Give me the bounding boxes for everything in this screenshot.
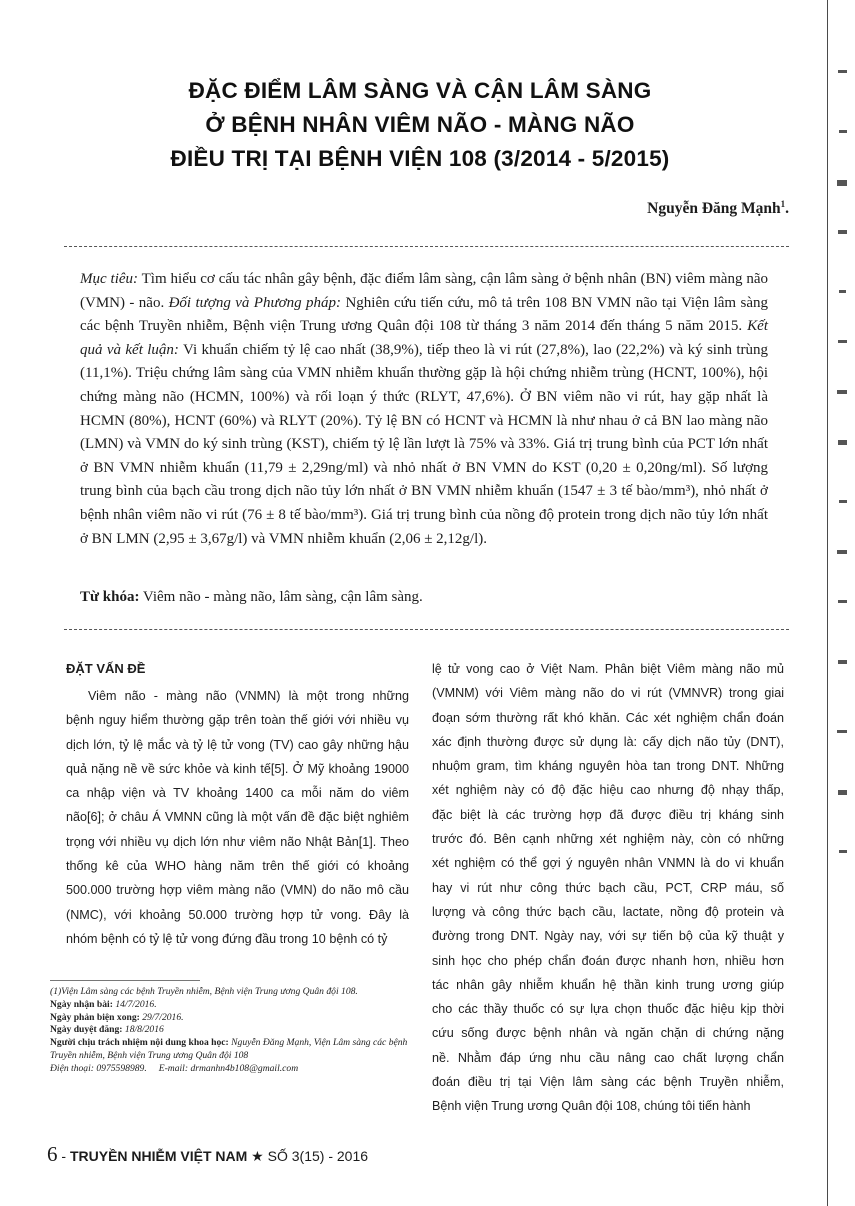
footnote-corresponding (50, 1037, 410, 1063)
author-byline (647, 199, 789, 218)
body-line: (NMC), với khoảng 50.000 trường hợp tử vong. Đây là (66, 907, 409, 922)
keywords-label: Từ khóa: (80, 589, 140, 605)
body-line: bệnh nguy hiểm thường gặp trên toàn thế giới với nhiều vụ (66, 713, 409, 728)
body-line: 500.000 trường hợp viêm màng não (VMN) do não mô cầu (66, 883, 409, 898)
footnote-affiliation: (1)Viện Lâm sàng các bệnh Truyền nhiễm, Bệnh viện Trung ương Quân đội 108. (50, 986, 358, 997)
body-line: Bệnh viện Trung ương Quân đội 108, chúng tôi tiến hành (432, 1099, 751, 1114)
body-line: xác định thường được sử dụng là: cấy dịch não tủy (DNT), (432, 734, 784, 749)
body-line: trọng với nhiều vụ dịch lớn như viêm não Nhật Bản[1]. Theo (66, 834, 409, 849)
objective-label: Mục tiêu: (80, 271, 139, 287)
body-column-left (66, 684, 409, 951)
footnote-received (50, 999, 410, 1012)
corresponding-label: Người chịu trách nhiệm nội dung khoa học: (50, 1037, 229, 1049)
keywords-text: Viêm não - màng não, lâm sàng, cận lâm sàng. (139, 589, 423, 605)
body-line: hay vi rút như công thức bạch cầu, PCT, CRP máu, số (432, 880, 784, 895)
keywords (80, 586, 768, 609)
title-line-3: ĐIỀU TRỊ TẠI BỆNH VIỆN 108 (3/2014 - 5/2015) (170, 146, 670, 171)
title-line-1: ĐẶC ĐIỂM LÂM SÀNG VÀ CẬN LÂM SÀNG (188, 78, 652, 103)
page-number: 6 (47, 1142, 58, 1166)
abstract (80, 268, 768, 551)
reviewed-label: Ngày phản biện xong: (50, 1011, 140, 1023)
footer-separator: - (57, 1148, 70, 1164)
body-line: cứu sống được bệnh nhân và ngăn chặn di chứng nặng (432, 1026, 784, 1041)
body-line: xét nghiệm này có độ đặc hiệu cao nhưng độ nhạy thấp, (432, 783, 784, 798)
body-line: đường trong DNT. Ngày nay, với sự tiến bộ của kỹ thuật y (432, 929, 784, 944)
body-line: Viêm não - màng não (VNMN) là một trong những (88, 689, 409, 703)
article-title (120, 74, 720, 176)
received-date: 14/7/2016. (112, 998, 157, 1010)
footnote-contact (50, 1063, 410, 1076)
body-line: nhuộm gram, tìm kháng nguyên hòa tan trong DNT. Những (432, 759, 784, 774)
footnote-reviewed (50, 1012, 410, 1025)
results-text: Vi khuẩn chiếm tỷ lệ cao nhất (38,9%), tiếp theo là vi rút (27,8%), lao (22,2%) và ký sinh trùng (11,1%). Triệu chứng lâm sàng của VMN nhiễm khuẩn thường gặp là hội chứng nhiễm trùng (HCNT, 100%), hội chứng màng não (HCMN, 100%) và rối loạn ý thức (RLYT, 47,6%). Ở BN viêm não vi rút, hay gặp nhất là HCMN (80%), HCNT (60%) và RLYT (20%). Tỷ lệ BN có HCNT và HCMN là như nhau ở cả BN lao màng não (LMN) và VMN do ký sinh trùng (KST), chiếm tỷ lệ lần lượt là 75% và 33%. Giá trị trung bình của PCT lớn nhất ở BN VMN nhiễm khuẩn (11,79 ± 2,29ng/ml) và nhỏ nhất ở BN VMN do KST (0,20 ± 0,20ng/ml). Số lượng trung bình của bạch cầu trong dịch não tủy lớn nhất ở BN VMN nhiễm khuẩn (1547 ± 3 tế bào/mm³), nhỏ nhất ở bệnh nhân viêm não vi rút (76 ± 8 tế bào/mm³). Giá trị trung bình của nồng độ protein trong dịch não tủy lớn nhất ở BN LMN (2,95 ± 3,67g/l) và VMN nhiễm khuẩn (2,06 ± 2,12g/l). (80, 341, 768, 547)
body-line: dịch lớn, tỷ lệ mắc và tỷ lệ tử vong (TV) cao gây những hậu (66, 737, 409, 752)
reviewed-date: 29/7/2016. (139, 1011, 184, 1023)
abstract-top-rule (64, 246, 789, 247)
body-line: nề. Nhằm đáp ứng nhu cầu nâng cao chất lượng chẩn (432, 1050, 784, 1065)
corresponding-text: Nguyễn Đăng Mạnh, Viện Lâm sàng các bệnh Truyền nhiễm, Bệnh viện Trung ương Quân đội 108 (50, 1037, 408, 1061)
methods-label: Đối tượng và Phương pháp: (168, 294, 342, 311)
body-line: sinh học cho phép chẩn đoán được nhanh hơn, nhiều hơn (432, 953, 784, 968)
title-line-2: Ở BỆNH NHÂN VIÊM NÃO - MÀNG NÃO (205, 112, 635, 137)
methods-text: Nghiên cứu tiến cứu, mô tả trên 108 BN VMN não tại Viện lâm sàng các bệnh Truyền nhiễm, Bệnh viện Trung ương Quân đội 108 từ tháng 3 năm 2014 đến tháng 5 năm 2015. (80, 294, 768, 335)
footnote-accepted (50, 1024, 410, 1037)
body-line: cho các thầy thuốc có sự lựa chọn thuốc đặc hiệu kịp thời (432, 1002, 784, 1017)
journal-name: TRUYỀN NHIỄM VIỆT NAM (69, 1148, 248, 1164)
scan-edge-line (827, 0, 828, 1206)
footnote-rule (50, 980, 200, 981)
body-column-right (432, 657, 784, 1119)
objective-text: Tìm hiểu cơ cấu tác nhân gây bệnh, đặc điểm lâm sàng, cận lâm sàng ở bệnh nhân (BN) viêm màng não (VMN) - não. (80, 271, 768, 311)
accepted-date: 18/8/2016 (122, 1024, 164, 1036)
star-icon: ★ (247, 1148, 268, 1164)
body-line: thống kê của WHO hàng năm trên thế giới có khoảng (66, 859, 409, 874)
body-line: ca nhập viện và TV khoảng 1400 ca mỗi năm do viêm (66, 786, 409, 801)
body-line: đoán điều trị tại Viện lâm sàng các bệnh Truyền nhiễm, (432, 1075, 784, 1090)
body-line: lệ tử vong cao ở Việt Nam. Phân biệt Viêm màng não mủ (432, 662, 784, 676)
contact-phone: Điện thoại: 0975598989. (50, 1062, 147, 1074)
contact-email: E-mail: drmanhn4b108@gmail.com (158, 1062, 299, 1074)
received-label: Ngày nhận bài: (50, 998, 113, 1010)
page-footer (47, 1142, 368, 1167)
body-line: tác nhân gây nhiễm khuẩn hệ thần kinh trung ương giúp (432, 977, 784, 992)
body-line: quả nặng nề về sức khỏe và kinh tế[5]. Ở Mỹ khoảng 19000 (66, 761, 409, 776)
accepted-label: Ngày duyệt đăng: (50, 1024, 123, 1036)
body-line: não[6]; ở châu Á VMNN cũng là một vấn đề đặc biệt nghiêm (66, 810, 409, 825)
results-label: Kết quả và kết luận: (80, 318, 768, 358)
abstract-bottom-rule (64, 629, 789, 630)
body-line: đoạn sớm thường rất khó khăn. Các xét nghiệm chẩn đoán (432, 710, 784, 725)
body-line: (VMNM) với Viêm màng não do vi rút (VMNVR) trong giai (432, 686, 784, 701)
body-line: nhóm bệnh có tỷ lệ tử vong đứng đầu trong 10 bệnh có tỷ (66, 931, 388, 946)
body-line: lượng và công thức bạch cầu, lactate, nồng độ protein và (432, 904, 784, 919)
journal-issue: SỐ 3(15) - 2016 (267, 1148, 369, 1164)
section-heading: ĐẶT VẤN ĐỀ (66, 661, 146, 676)
author-suffix: . (785, 200, 789, 218)
scan-edge-marks (834, 30, 852, 910)
author-name: Nguyễn Đăng Mạnh (647, 200, 781, 218)
author-affiliation-marker: 1 (780, 199, 786, 209)
body-line: đặc biệt là các trường hợp đã được điều trị kháng sinh (432, 807, 784, 822)
footnotes (50, 986, 410, 1076)
body-line: xét nghiệm có thể gợi ý nguyên nhân VNMN là do vi khuẩn (432, 856, 784, 871)
body-line: trước đó. Bên cạnh những xét nghiệm này, còn có những (432, 832, 784, 847)
